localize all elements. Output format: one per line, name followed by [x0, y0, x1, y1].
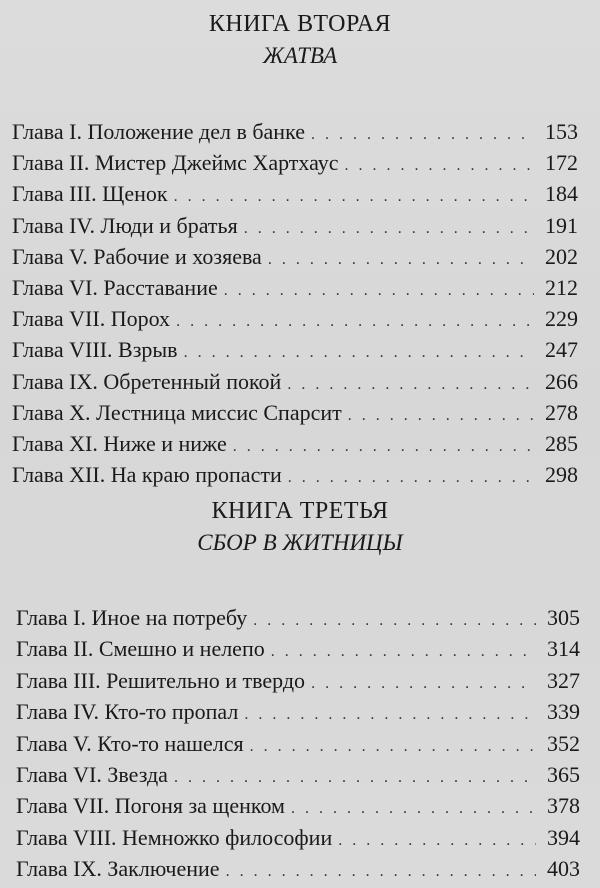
dot-leader	[184, 337, 534, 368]
toc-entry	[0, 853, 600, 884]
book-three-toc	[0, 602, 600, 885]
chapter-title: Глава III. Решительно и твердо	[16, 667, 306, 693]
dot-leader	[268, 244, 534, 275]
chapter-title: Глава IV. Люди и братья	[12, 212, 238, 238]
toc-entry	[0, 790, 600, 821]
dot-leader	[224, 275, 534, 306]
chapter-title: Глава III. Щенок	[12, 181, 168, 207]
page-number: 394	[547, 824, 580, 850]
dot-leader	[291, 793, 536, 824]
chapter-title: Глава VI. Расставание	[12, 274, 218, 300]
book-three-section	[0, 497, 600, 885]
toc-entry	[0, 241, 600, 272]
dot-leader	[174, 762, 536, 793]
dot-leader	[311, 668, 536, 699]
toc-entry	[0, 602, 600, 633]
chapter-title: Глава IV. Кто-то пропал	[16, 699, 239, 725]
dot-leader	[348, 400, 534, 431]
dot-leader	[244, 699, 536, 730]
page-number: 352	[547, 730, 580, 756]
chapter-title: Глава IX. Заключение	[16, 856, 220, 882]
page-number: 305	[547, 605, 580, 630]
page-number: 365	[547, 761, 580, 787]
dot-leader	[226, 856, 536, 887]
page-number: 298	[545, 462, 578, 488]
chapter-title: Глава XI. Ниже и ниже	[12, 430, 227, 456]
book-three-subtitle: СБОР В ЖИТНИЦЫ	[197, 530, 403, 555]
page-number: 172	[545, 150, 578, 176]
dot-leader	[345, 150, 534, 181]
chapter-title: Глава XII. На краю пропасти	[12, 462, 282, 488]
dot-leader	[271, 636, 536, 667]
page-number: 212	[545, 274, 578, 300]
page-number: 278	[545, 399, 578, 425]
toc-entry	[0, 116, 600, 147]
chapter-title: Глава V. Рабочие и хозяева	[12, 243, 262, 269]
dot-leader	[288, 462, 534, 493]
toc-entry	[0, 178, 600, 209]
toc-entry	[0, 696, 600, 727]
page-number: 339	[547, 699, 580, 725]
dot-leader	[250, 731, 536, 762]
page-number: 184	[545, 181, 578, 207]
toc-entry	[0, 822, 600, 853]
toc-entry	[0, 665, 600, 696]
toc-entry	[0, 397, 600, 428]
page-number: 378	[547, 793, 580, 819]
toc-entry	[0, 303, 600, 334]
page-number: 153	[545, 119, 578, 144]
toc-entry	[0, 210, 600, 241]
dot-leader	[338, 825, 536, 856]
page-number: 229	[545, 306, 578, 332]
toc-entry	[0, 147, 600, 178]
book-two-heading: КНИГА ВТОРАЯ	[208, 11, 392, 37]
page-number: 403	[547, 856, 580, 882]
toc-entry	[0, 272, 600, 303]
page-number: 285	[545, 430, 578, 456]
chapter-title: Глава II. Смешно и нелепо	[16, 636, 265, 662]
dot-leader	[176, 306, 534, 337]
toc-entry	[0, 366, 600, 397]
chapter-title: Глава II. Мистер Джеймс Хартхаус	[12, 150, 339, 176]
chapter-title: Глава I. Положение дел в банке	[12, 119, 305, 144]
toc-entry	[0, 759, 600, 790]
dot-leader	[287, 369, 534, 400]
book-two-section	[0, 10, 600, 490]
chapter-title: Глава I. Иное на потребу	[16, 605, 248, 630]
chapter-title: Глава VI. Звезда	[16, 761, 168, 787]
page-number: 327	[547, 667, 580, 693]
dot-leader	[244, 213, 534, 244]
toc-entry	[0, 334, 600, 365]
dot-leader	[253, 605, 536, 636]
toc-entry	[0, 728, 600, 759]
book-three-heading: КНИГА ТРЕТЬЯ	[211, 498, 389, 524]
chapter-title: Глава VII. Погоня за щенком	[16, 793, 285, 819]
page-number: 247	[545, 337, 578, 363]
chapter-title: Глава VIII. Взрыв	[12, 337, 178, 363]
page-number: 266	[545, 368, 578, 394]
toc-entry	[0, 428, 600, 459]
dot-leader	[311, 119, 534, 150]
page-number: 191	[545, 212, 578, 238]
toc-entry	[0, 633, 600, 664]
dot-leader	[233, 431, 534, 462]
chapter-title: Глава IX. Обретенный покой	[12, 368, 282, 394]
chapter-title: Глава V. Кто-то нашелся	[16, 730, 244, 756]
chapter-title: Глава X. Лестница миссис Спарсит	[12, 399, 342, 425]
book-two-toc	[0, 116, 600, 490]
book-two-subtitle: ЖАТВА	[262, 43, 338, 68]
chapter-title: Глава VII. Порох	[12, 306, 171, 332]
toc-entry	[0, 459, 600, 490]
page-number: 314	[547, 636, 580, 662]
dot-leader	[174, 181, 534, 212]
page-number: 202	[545, 243, 578, 269]
chapter-title: Глава VIII. Немножко философии	[16, 824, 333, 850]
